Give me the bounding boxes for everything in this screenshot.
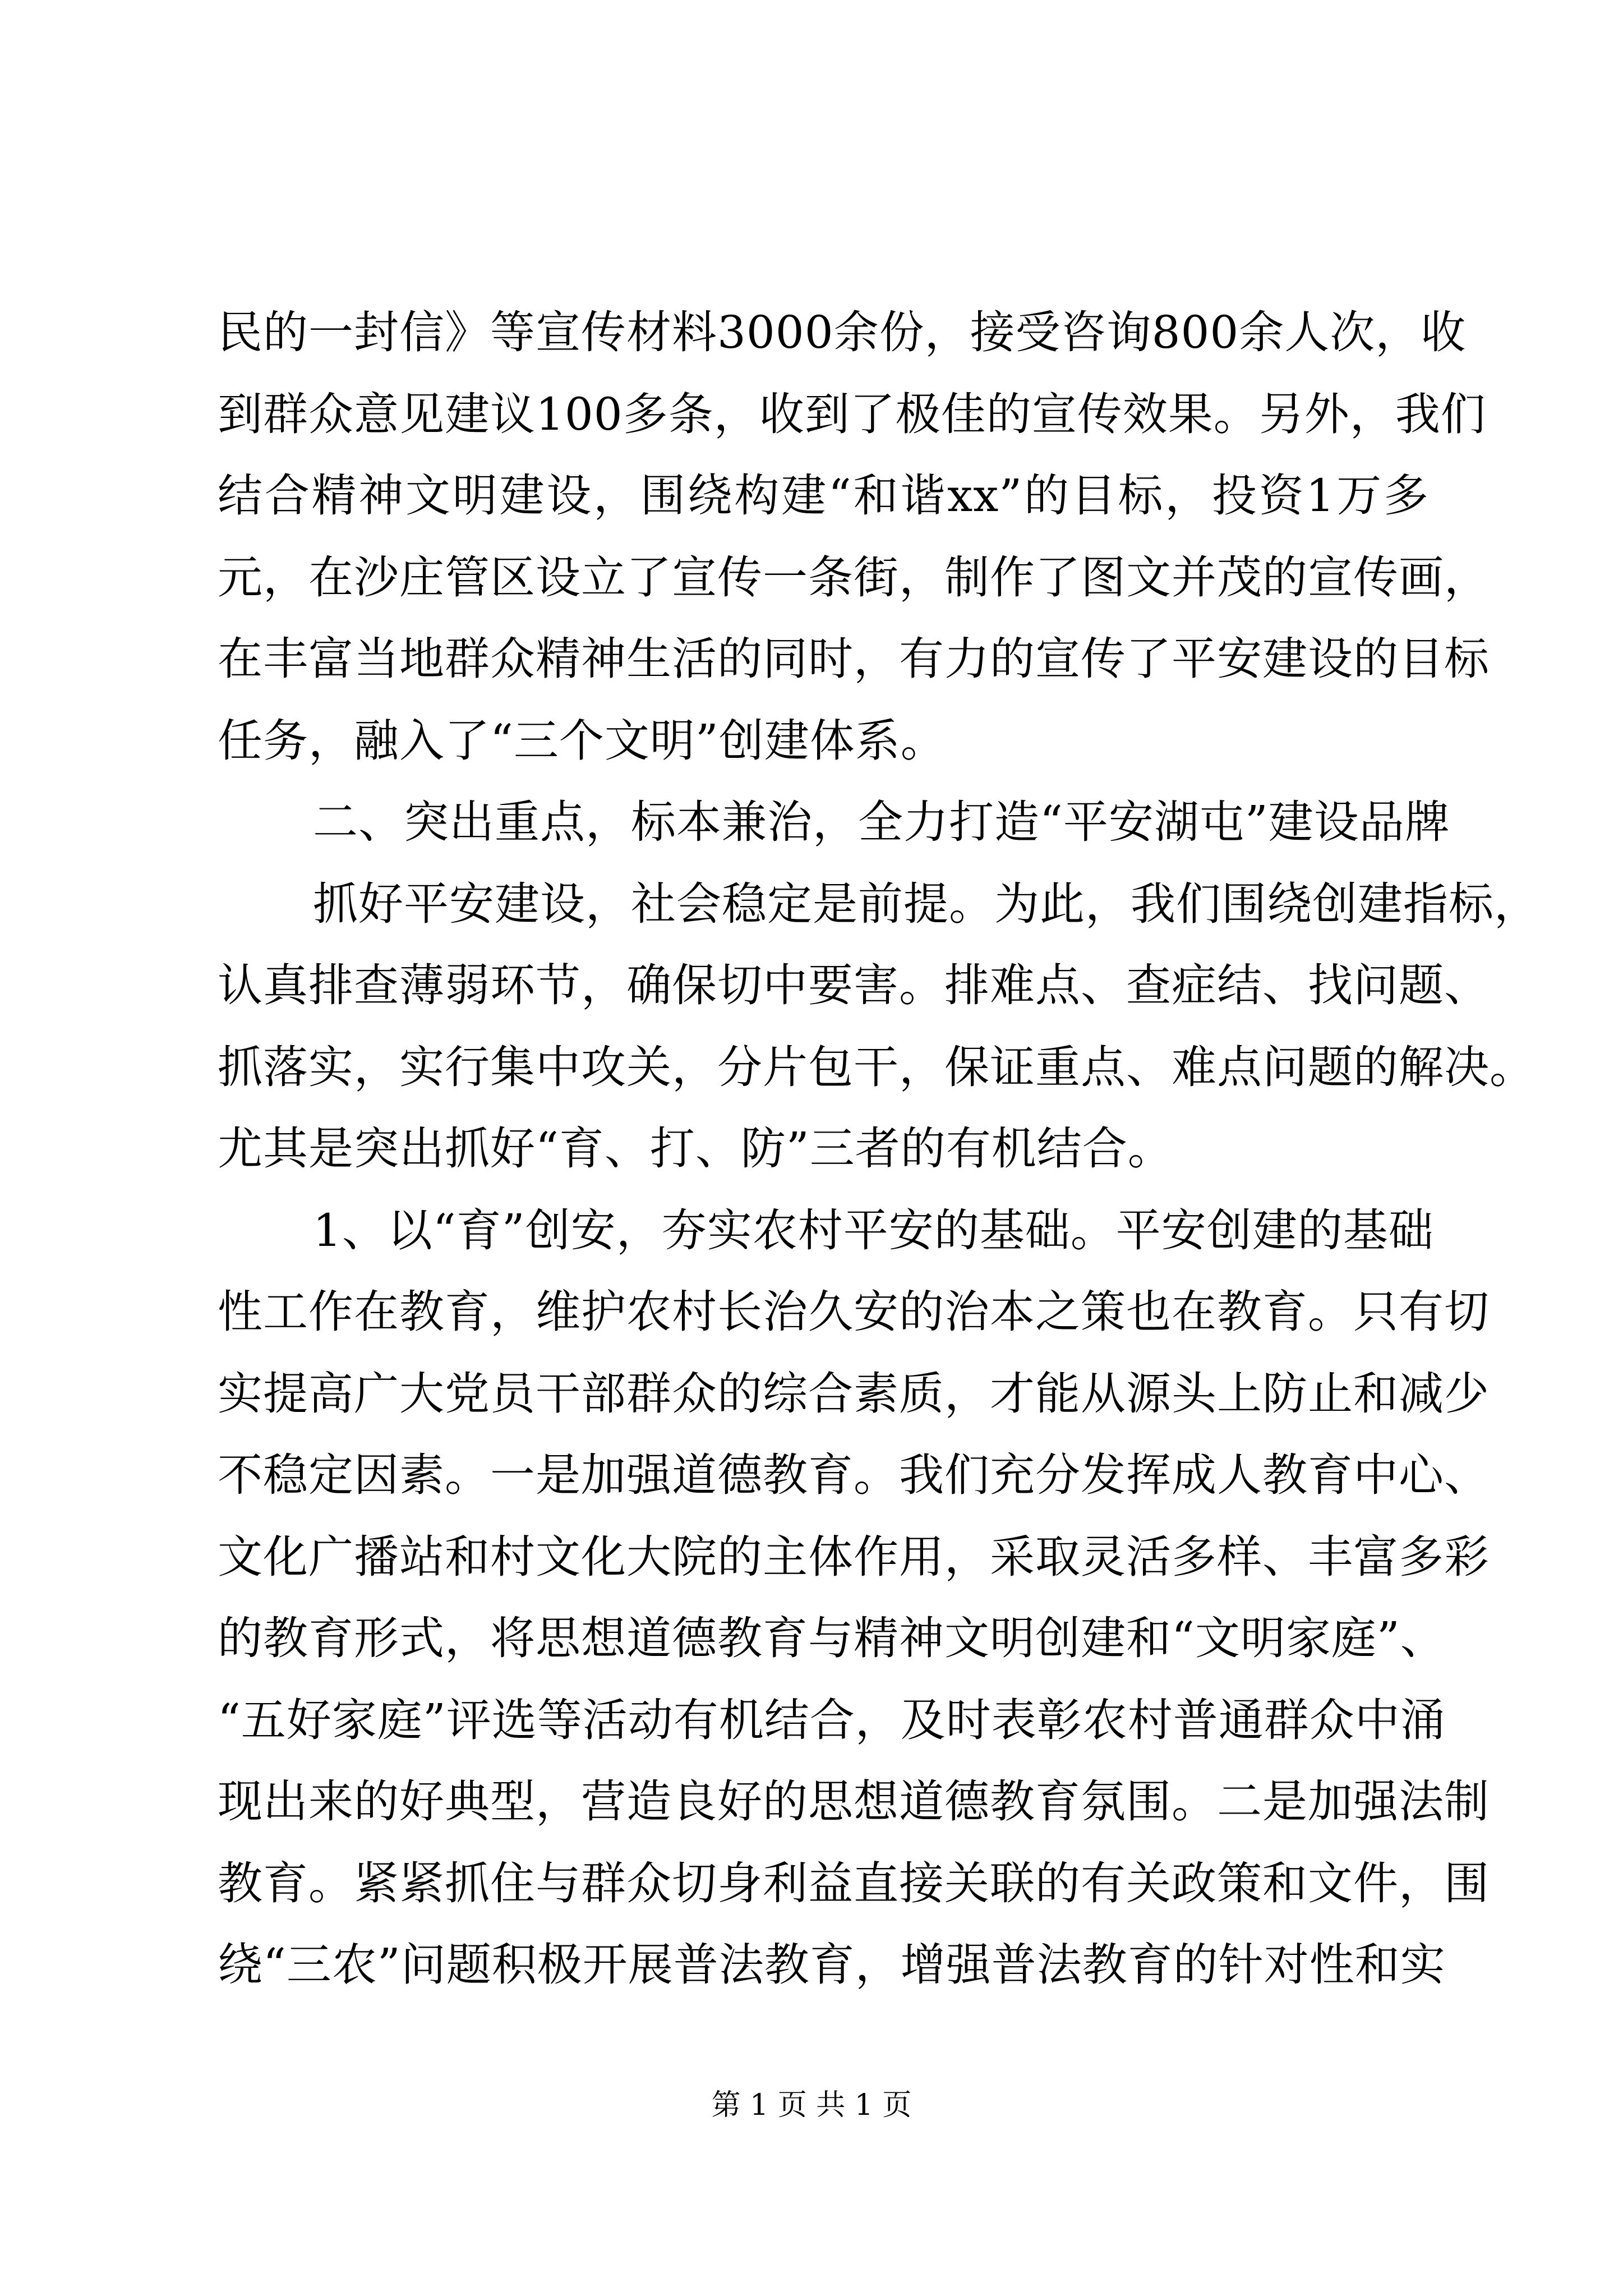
text-line-3: 结合精神文明建设，围绕构建“和谐xx”的目标，投资1万多 xyxy=(218,470,1429,522)
text-line-8: 抓好平安建设，社会稳定是前提。为此，我们围绕创建指标， xyxy=(313,877,1539,930)
text-line-15: 不稳定因素。一是加强道德教育。我们充分发挥成人教育中心、 xyxy=(218,1449,1490,1501)
text-line-18: “五好家庭”评选等活动有机结合，及时表彰农村普通群众中涌 xyxy=(218,1694,1446,1746)
text-line-21: 绕“三农”问题积极开展普法教育，增强普法教育的针对性和实 xyxy=(218,1939,1446,1991)
text-line-19: 现出来的好典型，营造良好的思想道德教育氛围。二是加强法制 xyxy=(218,1775,1490,1828)
text-line-9: 认真排查薄弱环节，确保切中要害。排难点、查症结、找问题、 xyxy=(218,959,1490,1011)
text-line-13: 性工作在教育，维护农村长治久安的治本之策也在教育。只有切 xyxy=(218,1286,1490,1338)
section-heading-2: 二、突出重点，标本兼治，全力打造“平安湖屯”建设品牌 xyxy=(313,796,1450,848)
text-line-16: 文化广播站和村文化大院的主体作用，采取灵活多样、丰富多彩 xyxy=(218,1530,1490,1583)
document-body xyxy=(218,292,1539,2006)
text-line-11: 尤其是突出抓好“育、打、防”三者的有机结合。 xyxy=(218,1122,1173,1175)
text-line-4: 元，在沙庄管区设立了宣传一条街，制作了图文并茂的宣传画， xyxy=(218,551,1490,604)
text-line-6: 任务，融入了“三个文明”创建体系。 xyxy=(218,714,946,767)
text-line-12: 1、以“育”创安，夯实农村平安的基础。平安创建的基础 xyxy=(313,1204,1434,1257)
text-line-1: 民的一封信》等宣传材料3000余份，接受咨询800余人次，收 xyxy=(218,306,1467,358)
text-line-20: 教育。紧紧抓住与群众切身利益直接关联的有关政策和文件，围 xyxy=(218,1857,1490,1910)
text-line-17: 的教育形式，将思想道德教育与精神文明创建和“文明家庭”、 xyxy=(218,1612,1446,1664)
text-line-2: 到群众意见建议100多条，收到了极佳的宣传效果。另外，我们 xyxy=(218,388,1486,440)
page-footer: 第 1 页 共 1 页 xyxy=(711,2088,912,2122)
text-line-10: 抓落实，实行集中攻关，分片包干，保证重点、难点问题的解决。 xyxy=(218,1041,1535,1093)
text-line-14: 实提高广大党员干部群众的综合素质，才能从源头上防止和减少 xyxy=(218,1367,1490,1420)
text-line-5: 在丰富当地群众精神生活的同时，有力的宣传了平安建设的目标 xyxy=(218,633,1490,685)
